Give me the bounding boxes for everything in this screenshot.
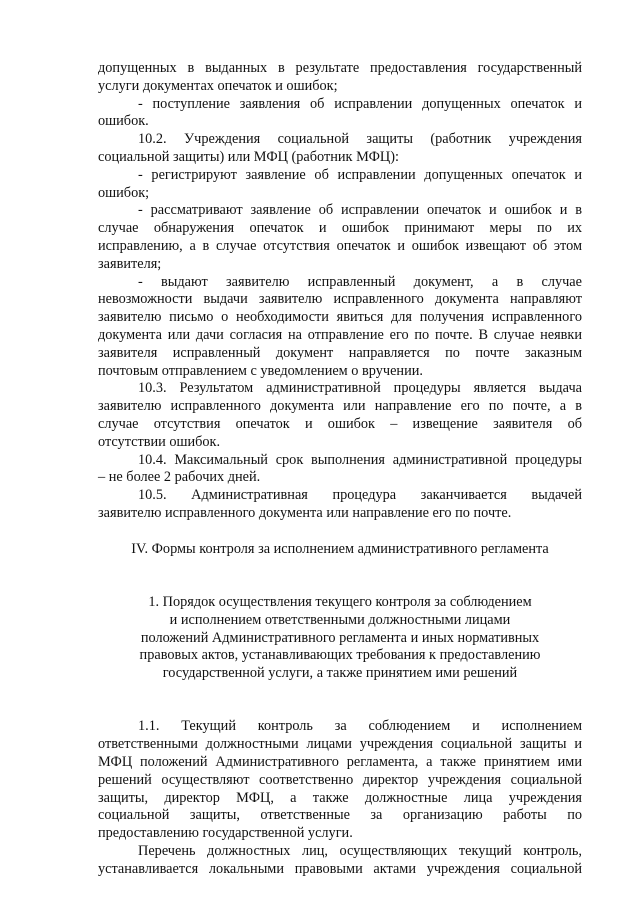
- text-line: предоставлению государственной услуги.: [98, 825, 353, 842]
- document-page: [98, 60, 582, 879]
- text-line: почтовым отправлением с уведомлением о вручении.: [98, 362, 423, 379]
- text-line: - выдают заявителю исправленный документ, а в случае: [138, 273, 582, 290]
- text-line: 1.1. Текущий контроль за соблюдением и исполнением: [138, 718, 582, 735]
- text-line: заявителю исправленного документа или направление его по почте.: [98, 504, 512, 521]
- text-line: - регистрируют заявление об исправлении допущенных опечаток и: [138, 166, 582, 183]
- text-line: невозможности выдачи заявителю исправленного документа направляют: [98, 291, 582, 308]
- text-line: ошибок.: [98, 113, 149, 130]
- subsection-heading: [98, 594, 582, 683]
- subsection-heading-line: и исполнением ответственными должностными лицами: [169, 611, 511, 628]
- text-line: 10.5. Административная процедура заканчивается выдачей: [138, 487, 582, 504]
- text-line: документа или дачи согласия на отправление его по почте. В случае неявки: [98, 326, 582, 343]
- text-line: МФЦ положений Административного регламента, а также принятием ими: [98, 754, 582, 771]
- text-line: исправлению, а в случае отсутствия опечаток и ошибок извещают об этом: [98, 237, 582, 254]
- text-line: социальной защиты) или МФЦ (работник МФЦ):: [98, 148, 399, 165]
- text-line: 10.3. Результатом административной процедуры является выдача: [138, 380, 582, 397]
- text-line: 10.4. Максимальный срок выполнения административной процедуры: [138, 451, 582, 468]
- text-line: случае обнаружения опечаток и ошибок принимают меры по их: [98, 220, 582, 237]
- subsection-heading-line: 1. Порядок осуществления текущего контроля за соблюдением: [148, 593, 532, 610]
- text-line: защиты, директор МФЦ, а также должностные лица учреждения: [98, 789, 582, 806]
- text-line: заявителю исправленного документа или направление его по почте, а в: [98, 398, 582, 415]
- text-line: ошибок;: [98, 184, 150, 201]
- text-line: ответственными должностными лицами учреждения социальной защиты и: [98, 736, 582, 753]
- text-line: заявителя исправленный документ направляется по почте заказным: [98, 344, 582, 361]
- text-line: социальной защиты, ответственные за организацию работы по: [98, 807, 582, 824]
- subsection-heading-line: государственной услуги, а также принятием ими решений: [162, 665, 518, 682]
- text-line: заявителя;: [98, 255, 162, 272]
- control-1-1-text: [98, 718, 582, 878]
- text-line: отсутствии ошибок.: [98, 433, 221, 450]
- text-line: случае отсутствия опечаток и ошибок – извещение заявителя об: [98, 415, 582, 432]
- text-line: - рассматривают заявление об исправлении опечаток и ошибок и в: [138, 202, 582, 219]
- text-line: допущенных в выданных в результате предоставления государственный: [98, 60, 582, 76]
- subsection-heading-line: положений Административного регламента и иных нормативных: [140, 629, 540, 646]
- text-line: устанавливается локальными правовыми актами учреждения социальной: [98, 860, 582, 877]
- text-line: решений осуществляют соответственно директор учреждения социальной: [98, 771, 582, 788]
- text-line: - поступление заявления об исправлении допущенных опечаток и: [138, 95, 582, 112]
- section-heading: IV. Формы контроля за исполнением административного регламента: [131, 540, 549, 557]
- text-line: 10.2. Учреждения социальной защиты (работник учреждения: [138, 131, 582, 148]
- text-line: Перечень должностных лиц, осуществляющих текущий контроль,: [138, 843, 582, 860]
- text-line: услуги документах опечаток и ошибок;: [98, 77, 338, 94]
- subsection-heading-line: правовых актов, устанавливающих требования к предоставлению: [139, 647, 541, 664]
- text-line: – не более 2 рабочих дней.: [98, 469, 261, 486]
- text-line: заявителю письмо о необходимости явиться для получения исправленного: [98, 309, 582, 326]
- procedure-10-text: [98, 60, 582, 523]
